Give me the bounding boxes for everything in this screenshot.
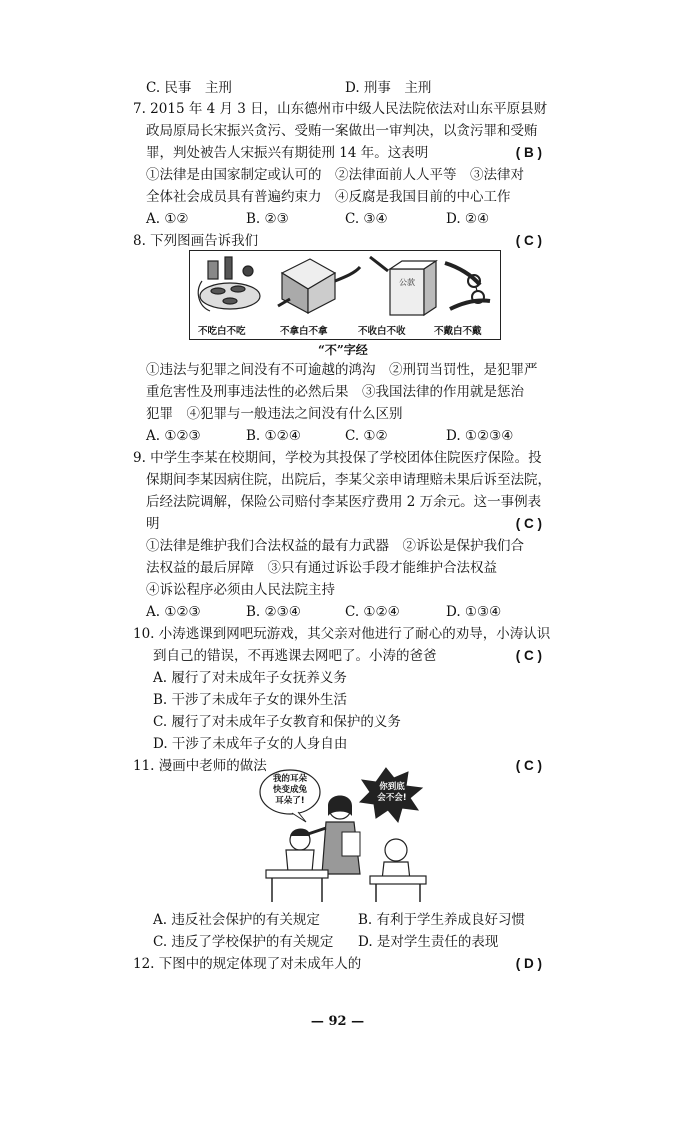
q9-option: C. ①②④ xyxy=(345,604,400,620)
q10-answer: ( C ) xyxy=(515,648,542,663)
q9-line: 法权益的最后屏障 ③只有通过诉讼手段才能维护合法权益 xyxy=(146,560,497,576)
comic-label-3: 不收白不收 xyxy=(358,326,406,337)
q10-option: D. 干涉了未成年子女的人身自由 xyxy=(153,736,348,752)
q9-line: 后经法院调解，保险公司赔付李某医疗费用 2 万余元。这一事例表 xyxy=(146,494,542,510)
q7-option: C. ③④ xyxy=(345,211,388,227)
q9-line: 9. 中学生李某在校期间，学校为其投保了学校团体住院医疗保险。投 xyxy=(133,450,542,466)
q11-stem: 11. 漫画中老师的做法 xyxy=(133,758,267,774)
page-number: — 92 — xyxy=(310,1014,365,1029)
q7-option: A. ①② xyxy=(146,211,189,227)
q8-option: D. ①②③④ xyxy=(446,428,514,444)
q9-option: B. ②③④ xyxy=(246,604,301,620)
q8-option: A. ①②③ xyxy=(146,428,201,444)
q7-option: D. ②④ xyxy=(446,211,490,227)
q8-line: 重危害性及刑事违法性的必然后果 ③我国法律的作用就是惩治 xyxy=(146,384,524,400)
q9-line: ①法律是维护我们合法权益的最有力武器 ②诉讼是保护我们合 xyxy=(146,538,524,554)
q11-answer: ( C ) xyxy=(515,758,542,773)
q10-line: 到自己的错误，不再逃课去网吧了。小涛的爸爸 xyxy=(153,648,437,664)
comic-label-4: 不戴白不戴 xyxy=(434,326,482,337)
q11-option: D. 是对学生责任的表现 xyxy=(358,934,499,950)
q9-option: D. ①③④ xyxy=(446,604,502,620)
banquet-drawing xyxy=(198,257,260,311)
comic-label-2: 不拿白不拿 xyxy=(280,326,328,337)
q8-option: B. ①②④ xyxy=(246,428,301,444)
q7-line: ①法律是由国家制定或认可的 ②法律面前人人平等 ③法律对 xyxy=(146,167,524,183)
q12-answer: ( D ) xyxy=(515,956,542,971)
q8-line: ①违法与犯罪之间没有不可逾越的鸿沟 ②刑罚当罚性，是犯罪严 xyxy=(146,362,538,378)
bubble-left-text: 我的耳朵 快变成兔 耳朵了! xyxy=(272,774,307,806)
q9-option: A. ①②③ xyxy=(146,604,201,620)
option-c: C. 民事 主刑 xyxy=(146,80,232,96)
comic-box-text-top: 公款 xyxy=(399,278,415,287)
q7-option: B. ②③ xyxy=(246,211,289,227)
comic-drawings xyxy=(190,251,499,321)
q10-option: C. 履行了对未成年子女教育和保护的义务 xyxy=(153,714,401,730)
q10-option: A. 履行了对未成年子女抚养义务 xyxy=(153,670,347,686)
q9-line: 保期间李某因病住院，出院后，李某父亲申请理赔未果后诉至法院， xyxy=(146,472,551,488)
q11-option: A. 违反社会保护的有关规定 xyxy=(153,912,320,928)
q10-option: B. 干涉了未成年子女的课外生活 xyxy=(153,692,348,708)
comic-label-1: 不吃白不吃 xyxy=(198,326,246,337)
q8-stem: 8. 下列图画告诉我们 xyxy=(133,233,259,249)
q11-option: B. 有利于学生养成良好习惯 xyxy=(358,912,526,928)
q8-line: 犯罪 ④犯罪与一般违法之间没有什么区别 xyxy=(146,406,403,422)
q11-option: C. 违反了学校保护的有关规定 xyxy=(153,934,334,950)
comic-strip xyxy=(189,250,501,340)
handcuffs-drawing xyxy=(445,263,490,309)
q10-line: 10. 小涛逃课到网吧玩游戏，其父亲对他进行了耐心的劝导，小涛认识 xyxy=(133,626,551,642)
teacher-cartoon xyxy=(256,764,432,904)
bubble-right-text: 你到底 会不会! xyxy=(377,782,407,803)
q12-stem: 12. 下图中的规定体现了对未成年人的 xyxy=(133,956,362,972)
q7-line: 政局原局长宋振兴贪污、受贿一案做出一审判决，以贪污罪和受贿 xyxy=(146,123,538,139)
q7-line: 全体社会成员具有普遍约束力 ④反腐是我国目前的中心工作 xyxy=(146,189,511,205)
q9-line: ④诉讼程序必须由人民法院主持 xyxy=(146,582,335,598)
comic-caption: “不”字经 xyxy=(318,343,368,357)
q7-answer: ( B ) xyxy=(515,145,542,160)
q8-answer: ( C ) xyxy=(515,233,542,248)
option-d: D. 刑事 主刑 xyxy=(345,80,432,96)
q7-line: 罪，判处被告人宋振兴有期徒刑 14 年。这表明 xyxy=(146,145,429,161)
q8-option: C. ①② xyxy=(345,428,388,444)
box-grab-drawing xyxy=(278,259,360,313)
q9-line: 明 xyxy=(146,516,160,532)
q9-answer: ( C ) xyxy=(515,516,542,531)
q7-line: 7. 2015 年 4 月 3 日，山东德州市中级人民法院依法对山东平原县财 xyxy=(133,101,548,117)
